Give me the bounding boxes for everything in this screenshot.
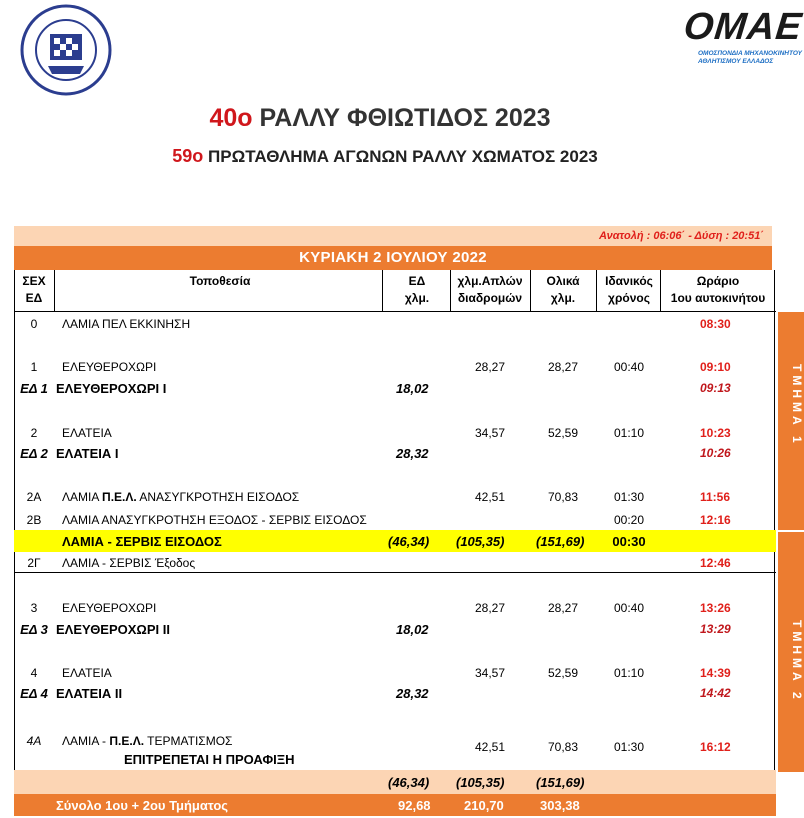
row-link-km: 28,27 <box>474 601 506 615</box>
omae-subtitle-1: ΟΜΟΣΠΟΝΔΙΑ ΜΗΧΑΝΟΚΙΝΗΤΟΥ <box>698 50 802 57</box>
row-link-km: 34,57 <box>474 426 506 440</box>
row-stage-no: ΕΔ 2 <box>20 446 48 461</box>
title-number: 40ο <box>209 104 253 132</box>
row-link-km: 34,57 <box>474 666 506 680</box>
row-link-km: 42,51 <box>474 740 506 754</box>
row-total-km: 52,59 <box>547 426 579 440</box>
total-total-km: 303,38 <box>540 798 580 813</box>
col-header-ideal-time: Ιδανικός χρόνος <box>605 274 653 305</box>
omae-logo <box>680 6 804 68</box>
row-stage-location: ΕΛΑΤΕΙΑ Ι <box>56 446 119 461</box>
service-location: ΛΑΜΙΑ - ΣΕΡΒΙΣ ΕΙΣΟΔΟΣ <box>62 534 222 549</box>
subtitle-number: 59ο <box>172 146 204 166</box>
row-no: 1 <box>30 360 38 374</box>
row-stage-km: 18,02 <box>396 381 429 396</box>
sunrise-band <box>14 226 772 246</box>
row-stage-km: 18,02 <box>396 622 429 637</box>
row-ideal-time: 00:20 <box>613 513 645 527</box>
col-header-location: Τοποθεσία <box>189 274 251 288</box>
row-stage-km: 28,32 <box>396 446 429 461</box>
row-location: ΕΛΑΤΕΙΑ <box>62 666 112 680</box>
row-no: 0 <box>30 317 38 331</box>
row-total-km: 28,27 <box>547 601 579 615</box>
early-arrival-note: ΕΠΙΤΡΕΠΕΤΑΙ Η ΠΡΟΑΦΙΞΗ <box>124 752 295 767</box>
row-time: 08:30 <box>700 317 731 331</box>
row-location: ΕΛΕΥΘΕΡΟΧΩΡΙ <box>62 601 157 615</box>
row-time: 14:39 <box>700 666 731 680</box>
col-header-total-km: Ολικά χλμ. <box>546 274 580 305</box>
title-text: ΡΑΛΛΥ ΦΘΙΩΤΙΔΟΣ 2023 <box>259 104 551 132</box>
grid-line <box>774 270 775 770</box>
row-stage-location: ΕΛΑΤΕΙΑ ΙΙ <box>56 686 123 701</box>
total-ed-km: 92,68 <box>398 798 431 813</box>
row-stage-time: 10:26 <box>700 446 731 460</box>
row-location: ΛΑΜΙΑ - ΣΕΡΒΙΣ Έξοδος <box>62 556 196 570</box>
service-ed-km: (46,34) <box>388 534 430 549</box>
row-total-km: 70,83 <box>547 490 579 504</box>
row-total-km: 52,59 <box>547 666 579 680</box>
row-stage-location: ΕΛΕΥΘΕΡΟΧΩΡΙ Ι <box>56 381 167 396</box>
row-stage-no: ΕΔ 4 <box>20 686 48 701</box>
subtotal-ed-km: (46,34) <box>388 775 430 790</box>
row-no: 2Α <box>26 490 42 504</box>
omae-subtitle-2: ΑΘΛΗΤΙΣΜΟΥ ΕΛΛΑΔΟΣ <box>698 58 774 65</box>
row-ideal-time: 01:30 <box>613 490 645 504</box>
grid-line <box>450 270 451 312</box>
service-ideal-time: 00:30 <box>612 534 646 549</box>
row-stage-location: ΕΛΕΥΘΕΡΟΧΩΡΙ ΙΙ <box>56 622 170 637</box>
grid-line <box>382 270 383 312</box>
row-no: 4 <box>30 666 38 680</box>
section-1-band <box>778 312 804 530</box>
service-total-km: (151,69) <box>536 534 585 549</box>
row-no: 2 <box>30 426 38 440</box>
row-stage-time: 14:42 <box>700 686 731 700</box>
grid-line <box>14 270 15 312</box>
row-time: 11:56 <box>700 490 731 504</box>
row-time: 09:10 <box>700 360 731 374</box>
row-ideal-time: 01:10 <box>613 666 645 680</box>
col-header-ed-km: ΕΔ χλμ. <box>404 274 430 305</box>
row-stage-no: ΕΔ 1 <box>20 381 48 396</box>
row-time: 10:23 <box>700 426 731 440</box>
subtotal-total-km: (151,69) <box>536 775 585 790</box>
grid-line <box>530 270 531 312</box>
row-ideal-time: 01:30 <box>613 740 645 754</box>
row-location: ΕΛΕΥΘΕΡΟΧΩΡΙ <box>62 360 157 374</box>
subtitle-text: ΠΡΩΤΑΘΛΗΜΑ ΑΓΩΝΩΝ ΡΑΛΛΥ ΧΩΜΑΤΟΣ 2023 <box>208 147 598 166</box>
event-title <box>0 104 760 133</box>
col-header-schedule: Ωράριο 1ου αυτοκινήτου <box>670 274 766 305</box>
row-stage-no: ΕΔ 3 <box>20 622 48 637</box>
subtotal-link-km: (105,35) <box>456 775 505 790</box>
row-ideal-time: 00:40 <box>613 601 645 615</box>
row-ideal-time: 00:40 <box>613 360 645 374</box>
row-time: 16:12 <box>700 740 731 754</box>
row-location: ΛΑΜΙΑ ΑΝΑΣΥΓΚΡΟΤΗΣΗ ΕΞΟΔΟΣ - ΣΕΡΒΙΣ ΕΙΣΟΔΟΣ <box>62 513 367 527</box>
total-link-km: 210,70 <box>464 798 504 813</box>
grid-line <box>596 270 597 312</box>
row-location: ΛΑΜΙΑ ΠΕΛ ΕΚΚΙΝΗΣΗ <box>62 317 191 331</box>
row-link-km: 28,27 <box>474 360 506 374</box>
grid-line <box>660 270 661 312</box>
row-no: 2Γ <box>27 556 41 570</box>
row-stage-km: 28,32 <box>396 686 429 701</box>
total-label: Σύνολο 1ου + 2ου Τμήματος <box>56 798 229 813</box>
event-subtitle <box>0 146 770 167</box>
row-time: 12:16 <box>700 513 731 527</box>
row-location: ΛΑΜΙΑ Π.Ε.Λ. ΑΝΑΣΥΓΚΡΟΤΗΣΗ ΕΙΣΟΔΟΣ <box>62 490 300 504</box>
row-no: 2Β <box>26 513 42 527</box>
row-total-km: 28,27 <box>547 360 579 374</box>
grid-line <box>54 270 55 312</box>
row-total-km: 70,83 <box>547 740 579 754</box>
section-2-label: ΤΜΗΜΑ 2 <box>790 620 804 703</box>
section-2-band <box>778 532 804 772</box>
day-band <box>14 246 772 270</box>
section-1-label: ΤΜΗΜΑ 1 <box>790 364 804 447</box>
row-location: ΕΛΑΤΕΙΑ <box>62 426 112 440</box>
row-time: 13:26 <box>700 601 731 615</box>
row-time: 12:46 <box>700 556 731 570</box>
service-link-km: (105,35) <box>456 534 505 549</box>
row-location: ΛΑΜΙΑ - Π.Ε.Λ. ΤΕΡΜΑΤΙΣΜΟΣ <box>62 734 233 748</box>
omae-wordmark: OMAE <box>681 6 804 48</box>
row-stage-time: 09:13 <box>700 381 731 395</box>
row-ideal-time: 01:10 <box>613 426 645 440</box>
day-title: ΚΥΡΙΑΚΗ 2 ΙΟΥΛΙΟΥ 2022 <box>299 249 487 266</box>
col-header-link-km: χλμ.Απλών διαδρομών <box>457 274 523 305</box>
row-no: 4Α <box>26 734 42 748</box>
sunrise-sunset-text: Ανατολή : 06:06΄ - Δύση : 20:51΄ <box>598 230 764 242</box>
row-no: 3 <box>30 601 38 615</box>
row-link-km: 42,51 <box>474 490 506 504</box>
grid-line <box>14 572 776 573</box>
club-logo <box>20 4 112 96</box>
col-header-sex: ΣΕΧ ΕΔ <box>22 274 46 305</box>
row-stage-time: 13:29 <box>700 622 731 636</box>
grid-line <box>14 311 776 312</box>
